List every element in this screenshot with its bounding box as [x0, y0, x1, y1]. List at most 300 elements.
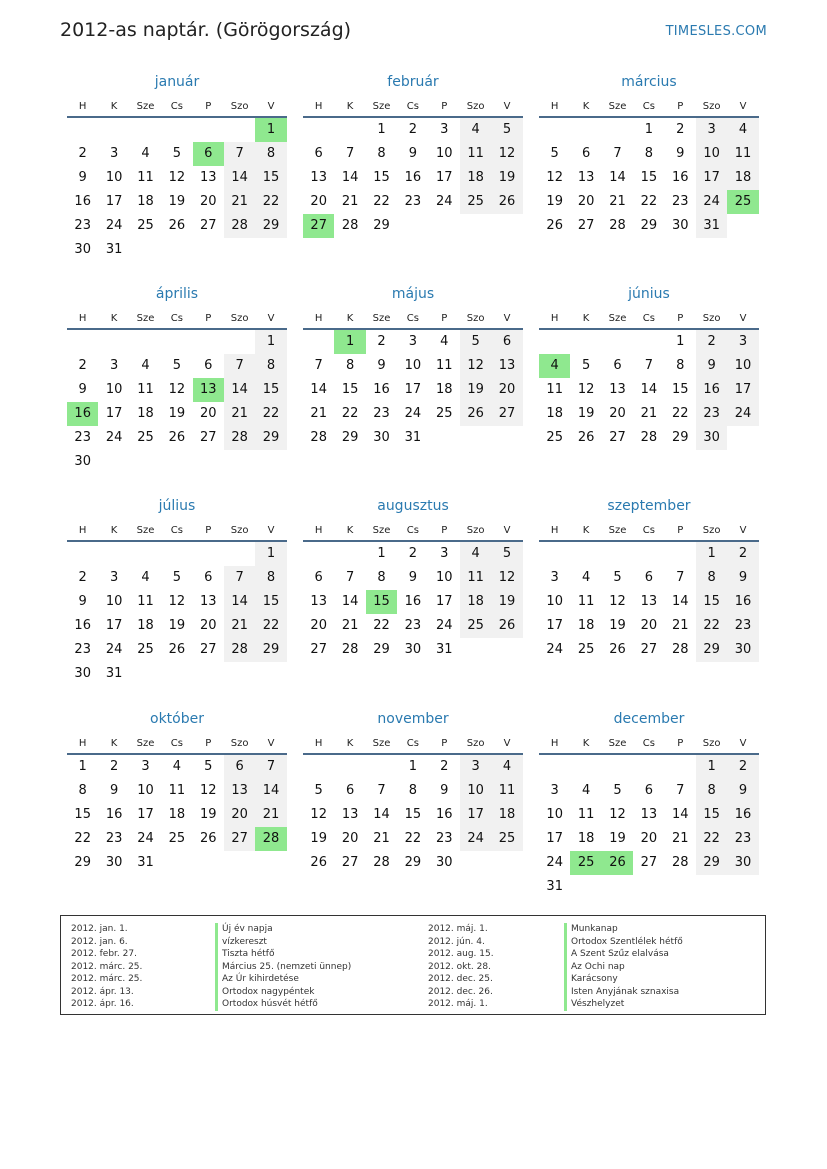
week-row: [539, 875, 759, 899]
weekend-day-cell: 14: [255, 779, 286, 803]
weekend-day-cell: 19: [491, 166, 522, 190]
day-cell: 31: [105, 242, 123, 257]
day-cell: 28: [609, 218, 626, 233]
day-cell: 10: [435, 146, 453, 161]
weekday-header: [67, 98, 287, 118]
day-cell: 11: [577, 594, 595, 609]
weekday-label: P: [205, 525, 212, 536]
weekend-day-cell: 6: [491, 330, 522, 354]
weekday-label: Sze: [136, 738, 155, 749]
weekday-label: V: [739, 738, 747, 749]
week-row: [539, 142, 759, 166]
empty-day-cell: [429, 426, 460, 450]
empty-day-cell: [224, 118, 255, 142]
day-cell: 10: [435, 570, 453, 585]
day-cell: 26: [609, 642, 626, 657]
legend-entry: Ortodox húsvét hétfő: [215, 998, 351, 1011]
day-cell: 2: [78, 570, 87, 585]
weekend-day-cell: 1: [255, 330, 286, 354]
day-cell: 13: [310, 594, 327, 609]
weekday-label: Szo: [702, 101, 721, 112]
weekend-day-cell: 17: [696, 166, 727, 190]
week-row: [67, 803, 287, 827]
weekend-day-cell: 8: [696, 779, 727, 803]
day-cell: 13: [199, 594, 217, 609]
day-cell: 26: [199, 831, 217, 846]
week-row: [303, 851, 523, 875]
weekday-label: V: [503, 525, 511, 536]
holiday-day-cell: 28: [255, 827, 286, 851]
day-cell: 24: [435, 194, 453, 209]
weekend-day-cell: 7: [255, 755, 286, 779]
empty-day-cell: [130, 542, 161, 566]
day-cell: 28: [310, 430, 327, 445]
week-row: [67, 402, 287, 426]
week-row: [539, 566, 759, 590]
empty-day-cell: [161, 118, 192, 142]
week-row: [303, 542, 523, 566]
weekend-day-cell: 4: [491, 755, 522, 779]
legend-entry: vízkereszt: [215, 936, 351, 949]
empty-day-cell: [429, 214, 460, 238]
day-cell: 20: [577, 194, 595, 209]
day-cell: 11: [546, 382, 563, 397]
holiday-day-cell: 16: [67, 402, 98, 426]
day-cell: 19: [168, 406, 186, 421]
weekday-label: Sze: [608, 738, 627, 749]
day-cell: 8: [78, 783, 87, 798]
month-name: február: [387, 74, 439, 90]
month-name: július: [158, 498, 196, 514]
day-cell: 7: [345, 570, 355, 585]
legend-entry: Isten Anyjának sznaxisa: [564, 986, 683, 999]
weekend-day-cell: 5: [491, 118, 522, 142]
legend-entry: 2012. ápr. 16.: [71, 999, 134, 1009]
weekend-day-cell: 15: [696, 803, 727, 827]
legend-entry: Ortodox Szentlélek hétfő: [564, 936, 683, 949]
weekday-label: Sze: [608, 313, 627, 324]
day-cell: 28: [671, 855, 689, 870]
weekday-label: H: [550, 313, 559, 324]
day-cell: 2: [408, 122, 417, 137]
weekend-day-cell: 28: [224, 426, 255, 450]
weekend-day-cell: 29: [696, 638, 727, 662]
day-cell: 31: [404, 430, 422, 445]
empty-day-cell: [193, 330, 224, 354]
week-row: [303, 402, 523, 426]
day-cell: 11: [137, 382, 154, 397]
day-cell: 3: [408, 334, 417, 349]
week-row: [303, 827, 523, 851]
month-name: március: [621, 74, 677, 90]
empty-day-cell: [491, 214, 522, 238]
month-3: [539, 72, 759, 238]
holiday-day-cell: 4: [539, 354, 570, 378]
weekday-label: V: [503, 313, 511, 324]
empty-day-cell: [366, 755, 397, 779]
empty-day-cell: [539, 330, 570, 354]
day-cell: 17: [435, 594, 453, 609]
weekday-label: Szo: [702, 525, 721, 536]
weekday-label: V: [267, 738, 275, 749]
weekend-day-cell: 16: [727, 803, 758, 827]
day-cell: 18: [137, 618, 154, 633]
day-cell: 23: [671, 194, 689, 209]
day-cell: 2: [676, 122, 685, 137]
weekday-label: Cs: [642, 101, 655, 112]
day-cell: 31: [435, 642, 453, 657]
empty-day-cell: [224, 851, 255, 875]
weekend-day-cell: 22: [255, 614, 286, 638]
day-cell: 21: [341, 194, 359, 209]
weekend-day-cell: 9: [727, 566, 758, 590]
day-cell: 16: [404, 170, 422, 185]
weekday-header: [303, 98, 523, 118]
day-cell: 17: [105, 618, 123, 633]
week-row: [303, 214, 523, 238]
weekend-day-cell: 30: [727, 638, 758, 662]
day-cell: 13: [609, 382, 626, 397]
day-cell: 24: [546, 855, 563, 870]
month-name: szeptember: [607, 498, 691, 514]
weekday-label: H: [550, 525, 559, 536]
empty-day-cell: [98, 118, 129, 142]
weekend-day-cell: 2: [727, 755, 758, 779]
weekday-label: Sze: [372, 738, 391, 749]
day-cell: 4: [172, 759, 181, 774]
weekday-label: Cs: [406, 313, 419, 324]
empty-day-cell: [665, 755, 696, 779]
day-cell: 10: [137, 783, 154, 798]
week-row: [67, 542, 287, 566]
week-row: [539, 542, 759, 566]
holiday-day-cell: 1: [255, 118, 286, 142]
day-cell: 15: [74, 807, 91, 822]
weekend-day-cell: 24: [696, 190, 727, 214]
day-cell: 26: [168, 218, 186, 233]
month-name: május: [391, 286, 435, 302]
day-cell: 14: [341, 594, 359, 609]
day-cell: 8: [377, 146, 386, 161]
day-cell: 9: [676, 146, 685, 161]
month-name: október: [150, 711, 204, 727]
empty-day-cell: [255, 238, 286, 262]
day-cell: 23: [105, 831, 123, 846]
weekend-day-cell: 8: [696, 566, 727, 590]
day-cell: 20: [199, 194, 217, 209]
empty-day-cell: [130, 662, 161, 686]
week-row: [67, 827, 287, 851]
weekend-day-cell: 2: [696, 330, 727, 354]
day-cell: 13: [310, 170, 327, 185]
day-cell: 18: [137, 194, 154, 209]
weekend-day-cell: 30: [696, 426, 727, 450]
week-row: [539, 755, 759, 779]
legend-entry: Az Ochi nap: [564, 961, 683, 974]
week-row: [303, 142, 523, 166]
weekend-day-cell: 29: [255, 426, 286, 450]
weekend-day-cell: 10: [727, 354, 758, 378]
empty-day-cell: [224, 238, 255, 262]
day-cell: 17: [546, 618, 563, 633]
empty-day-cell: [224, 542, 255, 566]
weekday-label: K: [110, 738, 118, 749]
week-row: [303, 755, 523, 779]
weekday-label: V: [267, 525, 275, 536]
empty-day-cell: [67, 330, 98, 354]
day-cell: 29: [671, 430, 689, 445]
day-cell: 20: [310, 618, 327, 633]
day-cell: 17: [404, 382, 422, 397]
weekend-day-cell: 23: [727, 827, 758, 851]
empty-day-cell: [397, 214, 428, 238]
day-cell: 3: [109, 570, 119, 585]
week-row: [539, 426, 759, 450]
day-cell: 25: [168, 831, 186, 846]
legend-entry: 2012. febr. 27.: [71, 949, 137, 959]
week-row: [539, 190, 759, 214]
day-cell: 18: [546, 406, 563, 421]
week-row: [303, 166, 523, 190]
legend-entry: Az Úr kihirdetése: [215, 973, 351, 986]
day-cell: 12: [609, 807, 626, 822]
weekday-label: P: [441, 101, 448, 112]
day-cell: 14: [640, 382, 658, 397]
empty-day-cell: [224, 330, 255, 354]
weekday-header: [539, 522, 759, 542]
month-7: [67, 496, 287, 686]
legend-dates-left: [71, 923, 142, 1011]
empty-day-cell: [161, 238, 192, 262]
day-cell: 29: [373, 642, 390, 657]
week-row: [303, 638, 523, 662]
day-cell: 4: [581, 783, 591, 798]
week-row: [303, 614, 523, 638]
empty-day-cell: [696, 875, 727, 899]
empty-day-cell: [539, 118, 570, 142]
weekend-day-cell: 16: [727, 590, 758, 614]
day-cell: 18: [168, 807, 186, 822]
day-cell: 12: [168, 594, 186, 609]
empty-day-cell: [303, 330, 334, 354]
holiday-day-cell: 1: [334, 330, 365, 354]
day-cell: 1: [408, 759, 417, 774]
weekend-day-cell: 3: [727, 330, 758, 354]
day-cell: 13: [640, 807, 658, 822]
day-cell: 16: [404, 594, 422, 609]
day-cell: 24: [105, 430, 123, 445]
day-cell: 24: [137, 831, 154, 846]
day-cell: 3: [550, 783, 559, 798]
month-12: [539, 709, 759, 899]
weekday-label: H: [314, 738, 323, 749]
weekday-label: Sze: [372, 525, 391, 536]
month-name: november: [377, 711, 449, 727]
day-cell: 6: [581, 146, 591, 161]
day-cell: 13: [341, 807, 359, 822]
day-cell: 24: [404, 406, 422, 421]
day-cell: 7: [377, 783, 386, 798]
legend-entry: A Szent Szűz elalvása: [564, 948, 683, 961]
day-cell: 15: [373, 170, 390, 185]
weekend-day-cell: 4: [460, 118, 491, 142]
weekend-day-cell: 25: [460, 190, 491, 214]
weekday-label: Sze: [372, 101, 391, 112]
day-cell: 9: [78, 594, 87, 609]
day-cell: 30: [74, 454, 91, 469]
day-cell: 25: [577, 642, 595, 657]
day-cell: 14: [671, 807, 689, 822]
weekday-label: K: [110, 101, 118, 112]
day-cell: 2: [109, 759, 119, 774]
empty-day-cell: [303, 118, 334, 142]
week-row: [303, 378, 523, 402]
weekday-label: P: [205, 101, 212, 112]
day-cell: 27: [199, 642, 217, 657]
weekday-label: P: [677, 738, 684, 749]
weekend-day-cell: 14: [224, 378, 255, 402]
week-row: [67, 450, 287, 474]
empty-day-cell: [161, 662, 192, 686]
legend-entry: Ortodox nagypéntek: [215, 986, 351, 999]
week-row: [539, 851, 759, 875]
week-row: [539, 214, 759, 238]
weekend-day-cell: 11: [460, 566, 491, 590]
weekday-label: H: [78, 525, 87, 536]
day-cell: 11: [137, 594, 154, 609]
weekend-day-cell: 9: [727, 779, 758, 803]
weekend-day-cell: 22: [255, 402, 286, 426]
day-cell: 22: [341, 406, 359, 421]
week-row: [67, 566, 287, 590]
weekday-label: Szo: [466, 101, 485, 112]
day-cell: 20: [199, 406, 217, 421]
day-cell: 5: [613, 570, 622, 585]
weekday-label: Cs: [406, 101, 419, 112]
weekend-day-cell: 14: [224, 590, 255, 614]
weekday-label: H: [550, 738, 559, 749]
day-cell: 12: [168, 382, 186, 397]
empty-day-cell: [460, 851, 491, 875]
empty-day-cell: [602, 875, 633, 899]
weekday-label: Sze: [136, 313, 155, 324]
day-cell: 8: [676, 358, 685, 373]
day-cell: 10: [105, 382, 123, 397]
weekday-label: Cs: [170, 738, 183, 749]
day-cell: 21: [640, 406, 658, 421]
empty-day-cell: [491, 426, 522, 450]
weekend-day-cell: 23: [727, 614, 758, 638]
empty-day-cell: [633, 542, 664, 566]
day-cell: 5: [314, 783, 323, 798]
weekday-label: K: [110, 525, 118, 536]
empty-day-cell: [193, 118, 224, 142]
weekday-label: Szo: [702, 738, 721, 749]
weekday-label: V: [739, 101, 747, 112]
day-cell: 28: [640, 430, 658, 445]
day-cell: 2: [78, 358, 87, 373]
weekday-label: Cs: [170, 313, 183, 324]
day-cell: 5: [550, 146, 559, 161]
weekday-label: Cs: [406, 525, 419, 536]
weekday-label: K: [110, 313, 118, 324]
day-cell: 7: [613, 146, 622, 161]
day-cell: 7: [676, 783, 685, 798]
day-cell: 6: [204, 570, 213, 585]
day-cell: 22: [74, 831, 91, 846]
weekend-day-cell: 18: [727, 166, 758, 190]
day-cell: 16: [373, 382, 390, 397]
weekend-day-cell: 24: [460, 827, 491, 851]
day-cell: 3: [109, 358, 119, 373]
day-cell: 10: [546, 807, 563, 822]
day-cell: 22: [373, 618, 390, 633]
day-cell: 9: [408, 570, 417, 585]
day-cell: 17: [105, 194, 123, 209]
day-cell: 3: [440, 546, 449, 561]
empty-day-cell: [193, 662, 224, 686]
day-cell: 13: [640, 594, 658, 609]
empty-day-cell: [193, 542, 224, 566]
day-cell: 11: [435, 358, 453, 373]
day-cell: 1: [78, 759, 87, 774]
weekday-header: [539, 735, 759, 755]
day-cell: 16: [74, 618, 91, 633]
empty-day-cell: [193, 851, 224, 875]
month-name: december: [613, 711, 685, 727]
day-cell: 31: [105, 666, 123, 681]
empty-day-cell: [193, 238, 224, 262]
weekend-day-cell: 18: [491, 803, 522, 827]
day-cell: 11: [137, 170, 154, 185]
weekday-label: Cs: [642, 313, 655, 324]
day-cell: 15: [404, 807, 422, 822]
weekend-day-cell: 27: [491, 402, 522, 426]
week-row: [539, 378, 759, 402]
day-cell: 14: [310, 382, 327, 397]
day-cell: 24: [435, 618, 453, 633]
empty-day-cell: [633, 330, 664, 354]
month-name: április: [155, 286, 199, 302]
weekend-day-cell: 26: [491, 614, 522, 638]
weekday-label: K: [582, 738, 590, 749]
day-cell: 31: [546, 879, 563, 894]
day-cell: 15: [671, 382, 689, 397]
week-row: [67, 851, 287, 875]
day-cell: 12: [168, 170, 186, 185]
day-cell: 26: [168, 642, 186, 657]
weekend-day-cell: 16: [696, 378, 727, 402]
weekend-day-cell: 13: [224, 779, 255, 803]
weekend-day-cell: 29: [255, 214, 286, 238]
holiday-day-cell: 6: [193, 142, 224, 166]
week-row: [67, 238, 287, 262]
weekend-day-cell: 7: [224, 142, 255, 166]
month-6: [539, 284, 759, 450]
brand-logo-text[interactable]: TIMESLES.COM: [665, 24, 767, 39]
weekend-day-cell: 9: [696, 354, 727, 378]
weekday-label: Szo: [230, 525, 249, 536]
holiday-day-cell: 25: [727, 190, 758, 214]
week-row: [539, 118, 759, 142]
day-cell: 1: [676, 334, 685, 349]
week-row: [303, 118, 523, 142]
day-cell: 23: [404, 618, 422, 633]
week-row: [303, 590, 523, 614]
day-cell: 28: [341, 642, 359, 657]
weekend-day-cell: 4: [727, 118, 758, 142]
weekday-label: P: [677, 313, 684, 324]
